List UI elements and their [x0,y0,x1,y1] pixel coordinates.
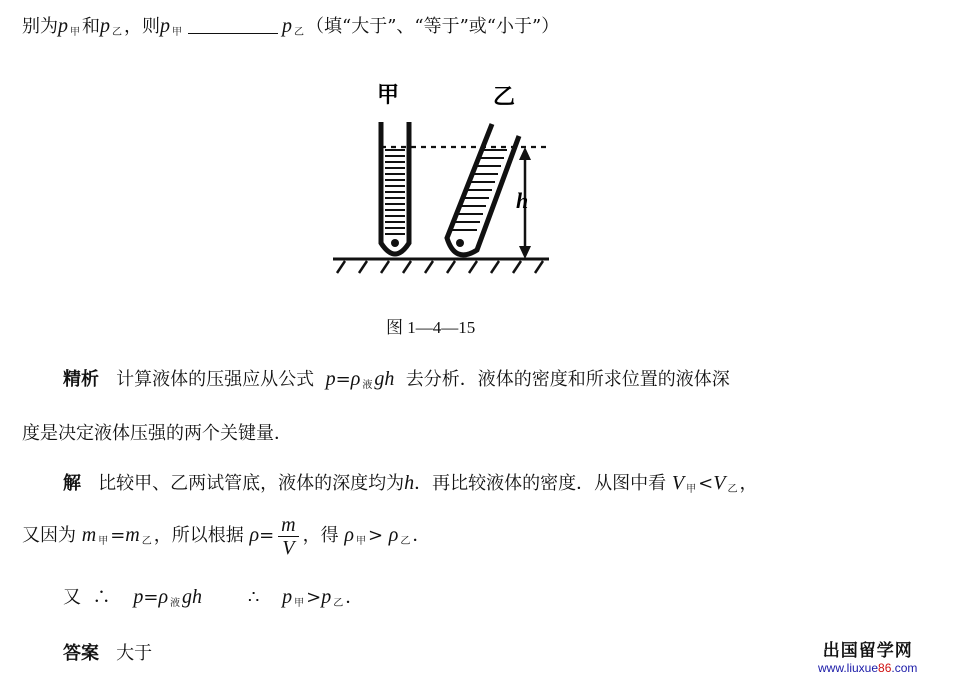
solution-line-3: 又 ∴ p=ρ 液 gh ∴ p 甲 >p 乙 ． [63,586,364,609]
answer-blank[interactable] [188,15,278,34]
site-watermark [818,636,917,675]
figure-caption: 图 1—4—15 [386,318,476,337]
label-yi: 乙 [493,85,516,110]
answer-value: 大于 [116,643,153,664]
analysis-heading: 精析 [63,369,99,390]
therefore-symbol: ∴ [247,587,260,608]
density-fraction: $\frac{m}{V}$ [278,514,298,559]
solution-line-1: 解 比较甲、乙两试管底，液体的深度均为h．再比较液体的密度．从图中看 V 甲 <V 乙 ， [63,472,758,495]
question-line: 别为p 甲 和p 乙 ，则p 甲 p 乙 （填“大于”、“等于”或“小于”） [22,15,560,38]
ground [333,259,549,273]
height-arrow [516,147,531,259]
tube-jia [381,122,409,254]
solution-heading: 解 [63,473,81,494]
answer-heading: 答案 [63,643,99,664]
solution-line-2: 又因为 m 甲 =m 乙 ，所以根据 ρ= $\frac{m}{V}$ ，得 ρ 甲 > ρ 乙 ． [22,513,431,559]
watermark-url[interactable]: www.liuxue86.com [818,661,918,675]
therefore-symbol: ∴ [92,587,111,608]
label-jia: 甲 [377,83,400,108]
test-tube-figure [325,78,555,278]
tube-yi [447,124,519,255]
answer-line [63,642,152,666]
label-h: h [516,188,529,213]
watermark-title: 出国留学网 [822,641,913,661]
analysis-line-2: 度是决定液体压强的两个关键量． [22,423,292,444]
analysis-line-1: 精析 计算液体的压强应从公式 p=ρ 液 gh 去分析．液体的密度和所求位置的液体深 [63,368,730,391]
